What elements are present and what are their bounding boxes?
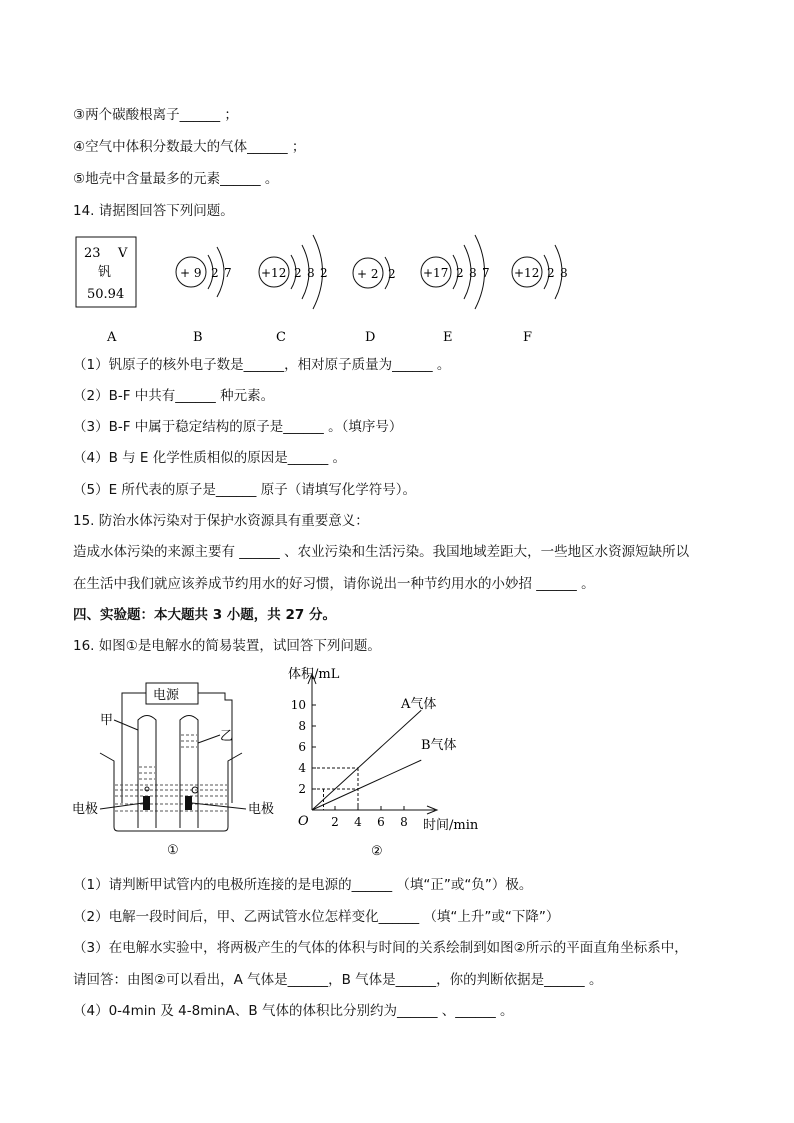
y-tick-label: 6: [298, 740, 306, 754]
gas-volume-chart: [280, 664, 500, 864]
electron-count: 2: [547, 266, 555, 280]
y-tick-label: 4: [298, 761, 306, 775]
x-tick-label: 2: [331, 815, 339, 829]
element-card: [76, 237, 136, 307]
sub-question: （2）电解一段时间后，甲、乙两试管水位怎样变化______ （填“上升”或“下降”）: [73, 909, 560, 925]
question-text: 造成水体污染的来源主要有 ______ 、农业污染和生活污染。我国地域差距大，一些地区水资源短缺所以: [73, 544, 690, 560]
origin-label: O: [298, 814, 309, 829]
electron-count: 8: [560, 266, 568, 280]
atom-diagram-f: [512, 245, 568, 299]
electron-count: 2: [320, 266, 328, 280]
nucleus-charge: + 2: [357, 267, 379, 281]
electron-count: 2: [294, 266, 302, 280]
y-axis-label: 体积/mL: [288, 667, 340, 682]
left-tube-label: 甲: [100, 713, 114, 728]
atomic-mass: 50.94: [87, 287, 125, 302]
x-tick-label: 8: [400, 815, 408, 829]
nucleus-charge: +17: [423, 266, 449, 280]
atom-diagram-d: [353, 257, 396, 289]
element-name: 钒: [98, 265, 112, 280]
series-label-a: A气体: [401, 697, 437, 712]
electrode-icon: [143, 796, 150, 810]
question-title: 15. 防治水体污染对于保护水资源具有重要意义：: [73, 513, 369, 529]
electrode-icon: [185, 796, 192, 810]
section-heading: 四、实验题：本大题共 3 小题，共 27 分。: [73, 607, 336, 623]
sub-question: 请回答：由图②可以看出，A 气体是______，B 气体是______，你的判断依据是______ 。: [73, 972, 603, 988]
sub-question: （4）0-4min 及 4-8minA、B 气体的体积比分别约为______ 、______ 。: [73, 1003, 514, 1019]
atomic-number: 23: [84, 246, 101, 261]
question-text: 在生活中我们就应该养成节约用水的好习惯，请你说出一种节约用水的小妙招 ______ 。: [73, 576, 595, 592]
electron-count: 2: [388, 267, 396, 281]
sub-question: （3）B-F 中属于稳定结构的原子是______ 。（填序号）: [73, 419, 403, 435]
electron-count: 7: [224, 266, 232, 280]
atom-diagram-e: [421, 235, 490, 309]
electrolysis-apparatus: [70, 678, 285, 858]
sub-question: （1）请判断甲试管内的电极所连接的是电源的______ （填“正”或“负”）极。: [73, 877, 533, 893]
nucleus-charge: + 9: [180, 266, 202, 280]
electron-count: 2: [456, 266, 464, 280]
figure-label: D: [365, 330, 376, 345]
nucleus-charge: +12: [261, 266, 287, 280]
series-line-a: [312, 710, 421, 810]
electrode-label-left: 电极: [72, 802, 99, 817]
question-line: ⑤地壳中含量最多的元素______ 。: [73, 171, 279, 187]
power-label: 电源: [153, 688, 180, 703]
right-tube-label: 乙: [220, 729, 234, 744]
sub-question: （1）钒原子的核外电子数是______，相对原子质量为______ 。: [73, 357, 451, 373]
figure-label: A: [107, 330, 117, 345]
y-tick-label: 10: [290, 698, 306, 712]
atom-diagram-b: [176, 247, 232, 297]
figure-label: C: [276, 330, 286, 345]
question-title: 14. 请据图回答下列问题。: [73, 203, 234, 219]
sub-question: （5）E 所代表的原子是______ 原子（请填写化学符号）。: [73, 482, 416, 498]
y-tick-label: 2: [298, 782, 306, 796]
x-tick-label: 4: [354, 815, 362, 829]
question-line: ④空气中体积分数最大的气体______ ；: [73, 139, 306, 155]
element-symbol: V: [118, 246, 128, 261]
figure-caption: ①: [167, 843, 179, 858]
question-title: 16. 如图①是电解水的简易装置，试回答下列问题。: [73, 638, 381, 654]
series-label-b: B气体: [421, 738, 457, 753]
question-line: ③两个碳酸根离子______ ；: [73, 107, 238, 123]
electron-count: 8: [469, 266, 477, 280]
electron-count: 7: [482, 266, 490, 280]
atom-structure-figure: [60, 225, 620, 350]
figure-label: B: [193, 330, 203, 345]
figure-label: E: [443, 330, 453, 345]
nucleus-charge: +12: [514, 266, 540, 280]
sub-question: （3）在电解水实验中，将两极产生的气体的体积与时间的关系绘制到如图②所示的平面直角坐标系中，: [73, 940, 688, 956]
electron-count: 8: [307, 266, 315, 280]
atom-diagram-c: [259, 235, 328, 309]
x-axis-label: 时间/min: [423, 818, 479, 833]
x-tick-label: 6: [377, 815, 385, 829]
sub-question: （4）B 与 E 化学性质相似的原因是______ 。: [73, 450, 347, 466]
y-tick-label: 8: [298, 719, 306, 733]
figure-caption: ②: [371, 844, 383, 859]
sub-question: （2）B-F 中共有______ 种元素。: [73, 388, 275, 404]
figure-label: F: [523, 330, 533, 345]
electrode-label-right: 电极: [248, 802, 275, 817]
electron-count: 2: [211, 266, 219, 280]
water-level: [115, 785, 227, 811]
